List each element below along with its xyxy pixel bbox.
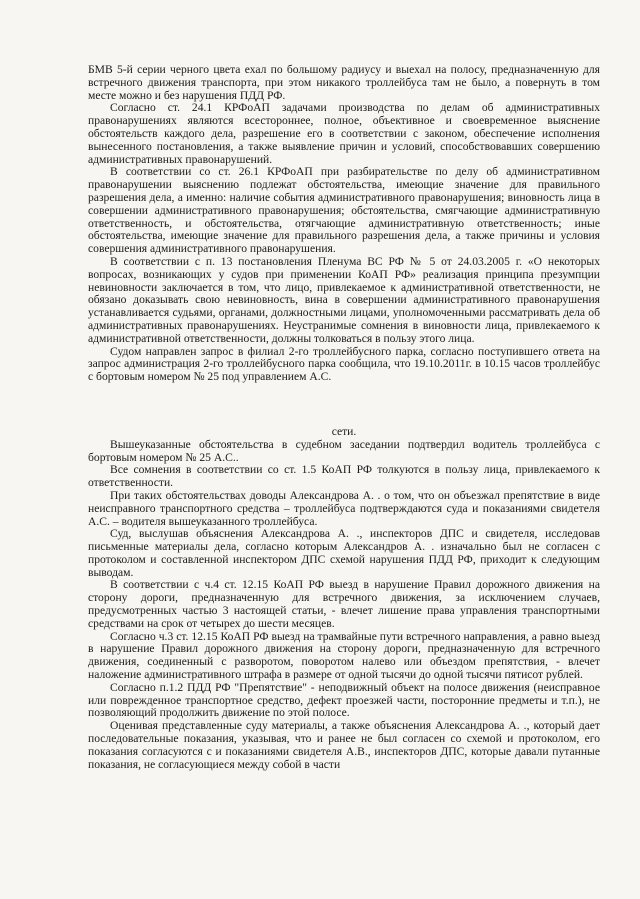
paragraph-10: Суд, выслушав объяснения Александрова А. ., инспекторов ДПС и свидетеля, исследовав письменные материалы дела, согласно которым Александров А. . изначально был не согласен с протоколом и составленной инспектором ДПС схемой нарушения ПДД РФ, приходит к следующим выводам. (88, 527, 600, 579)
paragraph-14: Оценивая представленные суду материалы, а также объяснения Александрова А. ., который дает последовательные показания, указывая, что и ранее не был согласен со схемой и протоколом, его показания согласуются с и показаниями свидетеля А.В., инспекторов ДПС, которые давали путанные показания, не согласующиеся между собой в части (88, 719, 600, 771)
paragraph-2: Согласно ст. 24.1 КРФоАП задачами производства по делам об административных правонарушениях являются всестороннее, полное, объективное и своевременное выяснение обстоятельств каждого дела, разрешение его в соответствии с законом, обеспечение исполнения вынесенного постановления, а также выявление причин и условий, способствовавших совершению административных правонарушений. (88, 101, 600, 166)
paragraph-13: Согласно п.1.2 ПДД РФ "Препятствие" - неподвижный объект на полосе движения (неисправное или поврежденное транспортное средство, дефект проезжей части, посторонние предметы и т.п.), не позволяющий продолжить движение по этой полосе. (88, 680, 600, 720)
paragraph-12: Согласно ч.3 ст. 12.15 КоАП РФ выезд на трамвайные пути встречного направления, а равно выезд в нарушение Правил дорожного движения на сторону дороги, предназначенную для встречного движения, соединенный с разворотом, поворотом налево или объездом препятствия, - влечет наложение административного штрафа в размере от одной тысячи до одной тысячи пятисот рублей. (88, 629, 600, 682)
paragraph-1: БМВ 5-й серии черного цвета ехал по большому радиусу и выехал на полосу, предназначенную для встречного движения транспорта, при этом никакого троллейбуса там не было, а повернуть в том месте можно и без нарушения ПДД РФ. (88, 63, 600, 102)
paragraph-8: Все сомнения в соответствии со ст. 1.5 КоАП РФ толкуются в пользу лица, привлекаемого к ответственности. (88, 463, 600, 490)
paragraph-4: В соответствии с п. 13 постановления Пленума ВС РФ № 5 от 24.03.2005 г. «О некоторых вопросах, возникающих у судов при применении КоАП РФ» реализация принципа презумпции невиновности заключается в том, что лицо, привлекаемое к административной ответственности, не обязано доказывать свою невиновность, вина в совершении административного правонарушения устанавливается судьями, органами, должностными лицами, уполномоченными рассматривать дела об административных правонарушениях. Неустранимые сомнения в виновности лица, привлекаемого к административной ответственности, должны толковаться в пользу этого лица. (88, 254, 600, 345)
paragraph-7: Вышеуказанные обстоятельства в судебном заседании подтвердил водитель троллейбуса с бортовым номером № 25 А.С.. (88, 437, 600, 464)
paragraph-5: Судом направлен запрос в филиал 2-го троллейбусного парка, согласно поступившего ответа на запрос администрация 2-го троллейбусного парка сообщила, что 19.10.2011г. в 10.15 часов троллейбус с бортовым номером № 25 под управлением А.С. (88, 344, 600, 384)
redacted-gap (88, 384, 600, 426)
paragraph-3: В соответствии со ст. 26.1 КРФоАП при разбирательстве по делу об административном правонарушении выяснению подлежат обстоятельства, имеющие значение для правильного разрешения дела, а именно: наличие события административного правонарушения; виновность лица в совершении административного правонарушения; обстоятельства, смягчающие административную ответственность, и обстоятельства, отягчающие административную ответственность; иные обстоятельства, имеющие значение для правильного разрешения дела, а также причины и условия совершения административного правонарушения. (88, 165, 600, 256)
paragraph-6: сети. (331, 424, 357, 438)
paragraph-9: При таких обстоятельствах доводы Александрова А. . о том, что он объезжал препятствие в виде неисправного транспортного средства – троллейбуса подтверждаются суда и показаниями свидетеля А.С. – водителя вышеуказанного троллейбуса. (88, 488, 600, 528)
paragraph-11: В соответствии с ч.4 ст. 12.15 КоАП РФ выезд в нарушение Правил дорожного движения на сторону дороги, предназначенную для встречного движения, за исключением случаев, предусмотренных частью 3 настоящей статьи, - влечет лишение права управления транспортными средствами на срок от четырех до шести месяцев. (88, 578, 600, 630)
